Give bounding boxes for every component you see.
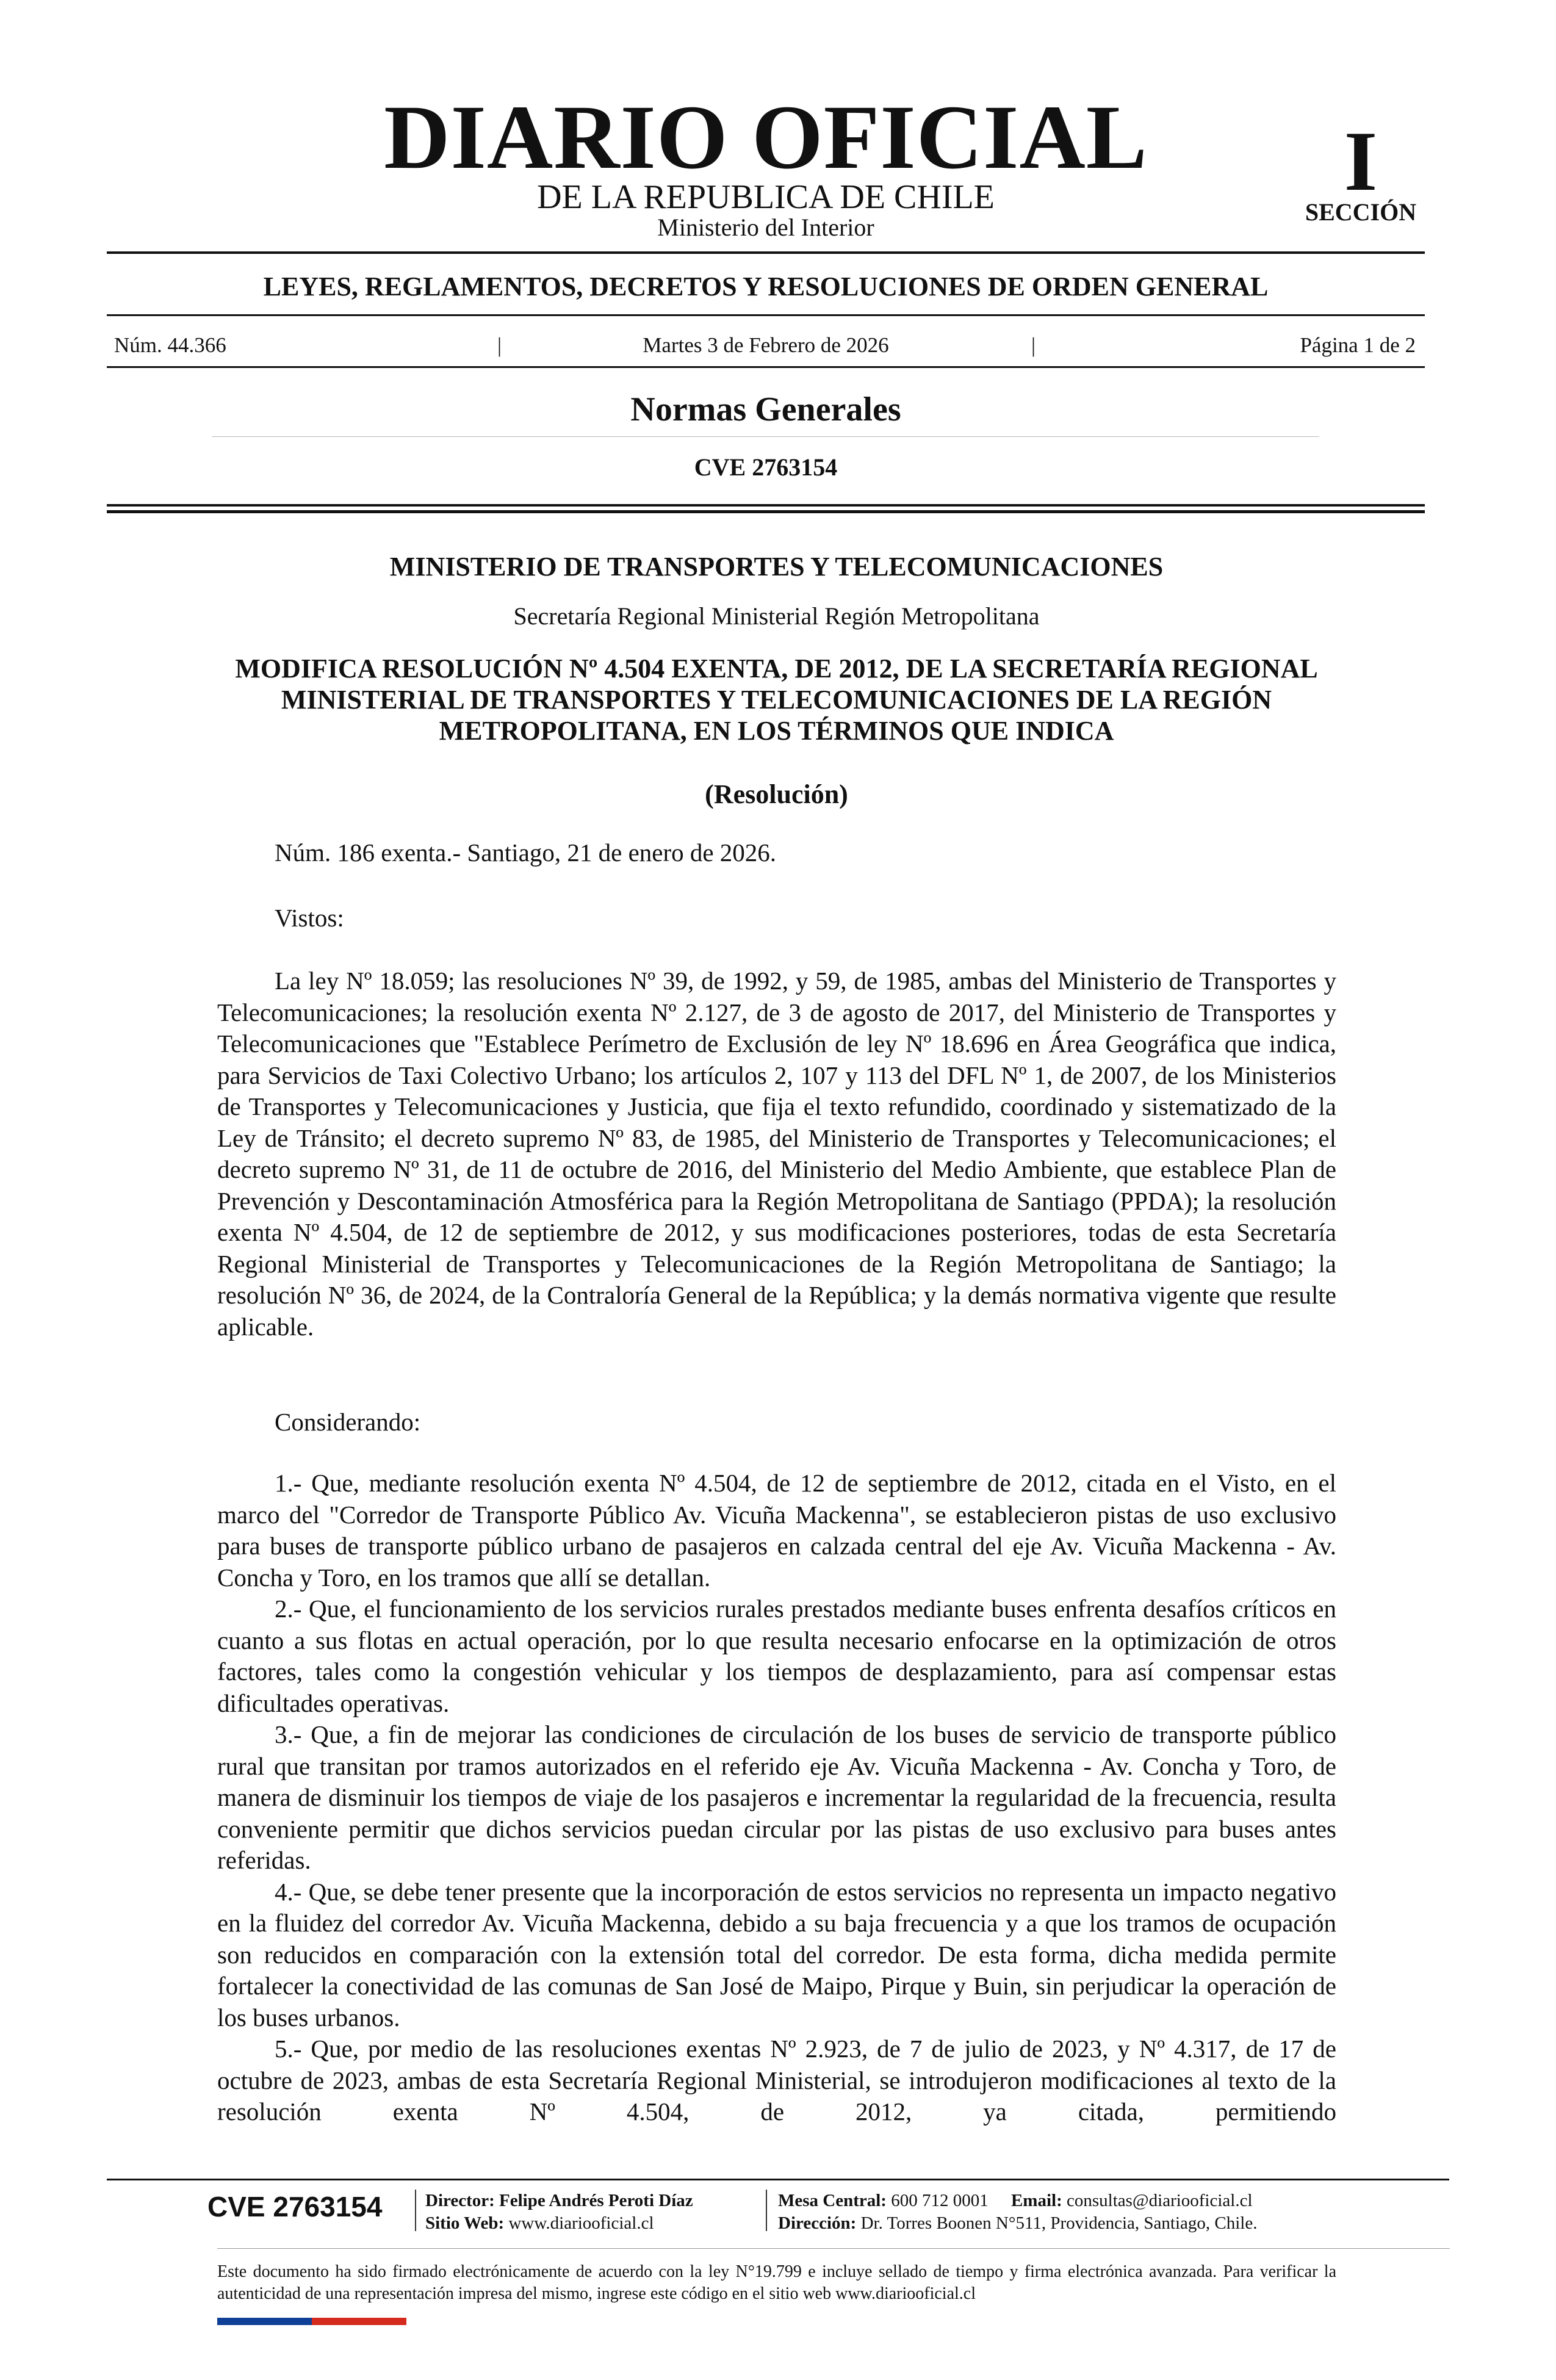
footer-cve: CVE 2763154 xyxy=(207,2191,383,2223)
cve-rule xyxy=(107,504,1425,507)
masthead-ministry: Ministerio del Interior xyxy=(657,214,874,241)
considerando-item: 2.- Que, el funcionamiento de los servicios rurales prestados mediante buses enfrenta desafíos críticos en cuanto a sus flotas en actual operación, por lo que resulta necesario enfocarse en la optimización de otros factores, tales como la congestión vehicular y los tiempos de desplazamiento, para así compensar estas dificultades operativas. xyxy=(217,1595,1336,1717)
info-rule xyxy=(107,366,1425,368)
footer-rule xyxy=(107,2179,1449,2180)
issue-date: Martes 3 de Febrero de 2026 xyxy=(643,333,889,357)
considerando-list xyxy=(217,1468,1336,2128)
cve-rule xyxy=(107,510,1425,513)
considerando-label: Considerando: xyxy=(275,1408,421,1436)
considerando-item: 5.- Que, por medio de las resoluciones exentas Nº 2.923, de 7 de julio de 2023, y Nº 4.317, de 17 de octubre de 2023, ambas de esta Secretaría Regional Ministerial, se introdujeron modificaciones al texto de la resolución exenta Nº 4.504, de 2012, ya citada, permitiendo xyxy=(217,2035,1336,2126)
secretariat-name: Secretaría Regional Ministerial Región Metropolitana xyxy=(513,602,1040,630)
footer-contact xyxy=(778,2190,1253,2212)
resolution-number: Núm. 186 exenta.- Santiago, 21 de enero de 2026. xyxy=(275,838,777,867)
vistos-label: Vistos: xyxy=(275,904,344,932)
flag-stripe-red xyxy=(312,2318,406,2325)
footer-divider xyxy=(766,2190,767,2231)
issue-number: Núm. 44.366 xyxy=(114,333,226,357)
issue-separator: | xyxy=(497,333,502,357)
section-label: SECCIÓN xyxy=(1305,198,1417,226)
section-number: I xyxy=(1344,114,1378,209)
email-label: Email: xyxy=(1010,2191,1062,2210)
director-label: Director: xyxy=(425,2191,495,2210)
section-heading: Normas Generales xyxy=(630,391,901,428)
masthead-subtitle: DE LA REPUBLICA DE CHILE xyxy=(537,178,995,216)
heading-rule xyxy=(212,436,1319,437)
considerando-item: 4.- Que, se debe tener presente que la incorporación de estos servicios no representa un impacto negativo en la fluidez del corredor Av. Vicuña Mackenna, debido a su baja frecuencia y a que los tramos de ocupación son reducidos en comparación con la extensión total del corredor. De esta forma, dicha medida permite fortalecer la conectividad de las comunas de San José de Maipo, Pirque y Buin, sin perjudicar la operación de los buses urbanos. xyxy=(217,1877,1336,2032)
considerando-item: 3.- Que, a fin de mejorar las condiciones de circulación de los buses de servicio de transporte público rural que transitan por tramos autorizados en el referido eje Av. Vicuña Mackenna - Av. Concha y Toro, de manera de disminuir los tiempos de viaje de los pasajeros e incrementar la regularidad de la frecuencia, resulta conveniente permitir que dichos servicios puedan circular por las pistas de uso exclusivo para buses antes referidas. xyxy=(217,1720,1336,1874)
cve-heading: CVE 2763154 xyxy=(694,453,838,481)
website-label: Sitio Web: xyxy=(425,2213,505,2233)
signature-disclaimer: Este documento ha sido firmado electrónicamente de acuerdo con la ley N°19.799 e incluye sellado de tiempo y firma electrónica avanzada. Para verificar la autenticidad de una representación impresa del mismo, ingrese este código en el sitio web www.diariooficial.cl xyxy=(217,2262,1336,2303)
footer-rule-thin xyxy=(217,2248,1450,2249)
director-name: Felipe Andrés Peroti Díaz xyxy=(499,2191,693,2210)
footer-address xyxy=(778,2212,1257,2235)
footer-director xyxy=(425,2190,693,2212)
footer-website xyxy=(425,2212,654,2235)
issue-separator: | xyxy=(1031,333,1036,357)
banner-rule xyxy=(107,314,1425,316)
address-text: Dr. Torres Boonen N°511, Providencia, Santiago, Chile. xyxy=(860,2213,1258,2233)
flag-stripe-blue xyxy=(217,2318,312,2325)
footer-divider xyxy=(415,2190,416,2231)
website-link[interactable]: www.diariooficial.cl xyxy=(508,2213,654,2233)
resolution-title: MODIFICA RESOLUCIÓN Nº 4.504 EXENTA, DE 2012, DE LA SECRETARÍA REGIONAL MINISTERIAL DE TRANSPORTES Y TELECOMUNICACIONES DE LA REGIÓN METROPOLITANA, EN LOS TÉRMINOS QUE INDICA xyxy=(235,654,1318,746)
laws-banner: LEYES, REGLAMENTOS, DECRETOS Y RESOLUCIONES DE ORDEN GENERAL xyxy=(263,272,1269,301)
ministry-name: MINISTERIO DE TRANSPORTES Y TELECOMUNICACIONES xyxy=(389,552,1164,582)
vistos-text xyxy=(217,965,1336,1343)
masthead-title: DIARIO OFICIAL xyxy=(384,87,1148,188)
address-label: Dirección: xyxy=(778,2213,857,2233)
phone-label: Mesa Central: xyxy=(778,2191,887,2210)
email-link[interactable]: consultas@diariooficial.cl xyxy=(1067,2191,1253,2210)
page-indicator: Página 1 de 2 xyxy=(1300,333,1416,357)
phone-number: 600 712 0001 xyxy=(891,2191,989,2210)
resolution-type: (Resolución) xyxy=(705,779,848,809)
considerando-item: 1.- Que, mediante resolución exenta Nº 4.504, de 12 de septiembre de 2012, citada en el Visto, en el marco del "Corredor de Transporte Público Av. Vicuña Mackenna", se establecieron pistas de uso exclusivo para buses de transporte público urbano de pasajeros en calzada central del eje Av. Vicuña Mackenna - Av. Concha y Toro, en los tramos que allí se detallan. xyxy=(217,1469,1336,1592)
masthead-rule xyxy=(107,251,1425,254)
vistos-paragraph: La ley Nº 18.059; las resoluciones Nº 39, de 1992, y 59, de 1985, ambas del Ministerio de Transportes y Telecomunicaciones; la resolución exenta Nº 2.127, de 3 de agosto de 2017, del Ministerio de Transportes y Telecomunicaciones que "Establece Perímetro de Exclusión de ley Nº 18.696 en Área Geográfica que indica, para Servicios de Taxi Colectivo Urbano; los artículos 2, 107 y 113 del DFL Nº 1, de 2007, de los Ministerios de Transportes y Telecomunicaciones y Justicia, que fija el texto refundido, coordinado y sistematizado de la Ley de Tránsito; el decreto supremo Nº 83, de 1985, del Ministerio de Transportes y Telecomunicaciones; el decreto supremo Nº 31, de 11 de octubre de 2016, del Ministerio del Medio Ambiente, que establece Plan de Prevención y Descontaminación Atmosférica para la Región Metropolitana de Santiago (PPDA); la resolución exenta Nº 4.504, de 12 de septiembre de 2012, y sus modificaciones posteriores, todas de esta Secretaría Regional Ministerial de Transportes y Telecomunicaciones de la Región Metropolitana de Santiago; la resolución Nº 36, de 2024, de la Contraloría General de la República; y la demás normativa vigente que resulte aplicable. xyxy=(217,967,1336,1341)
